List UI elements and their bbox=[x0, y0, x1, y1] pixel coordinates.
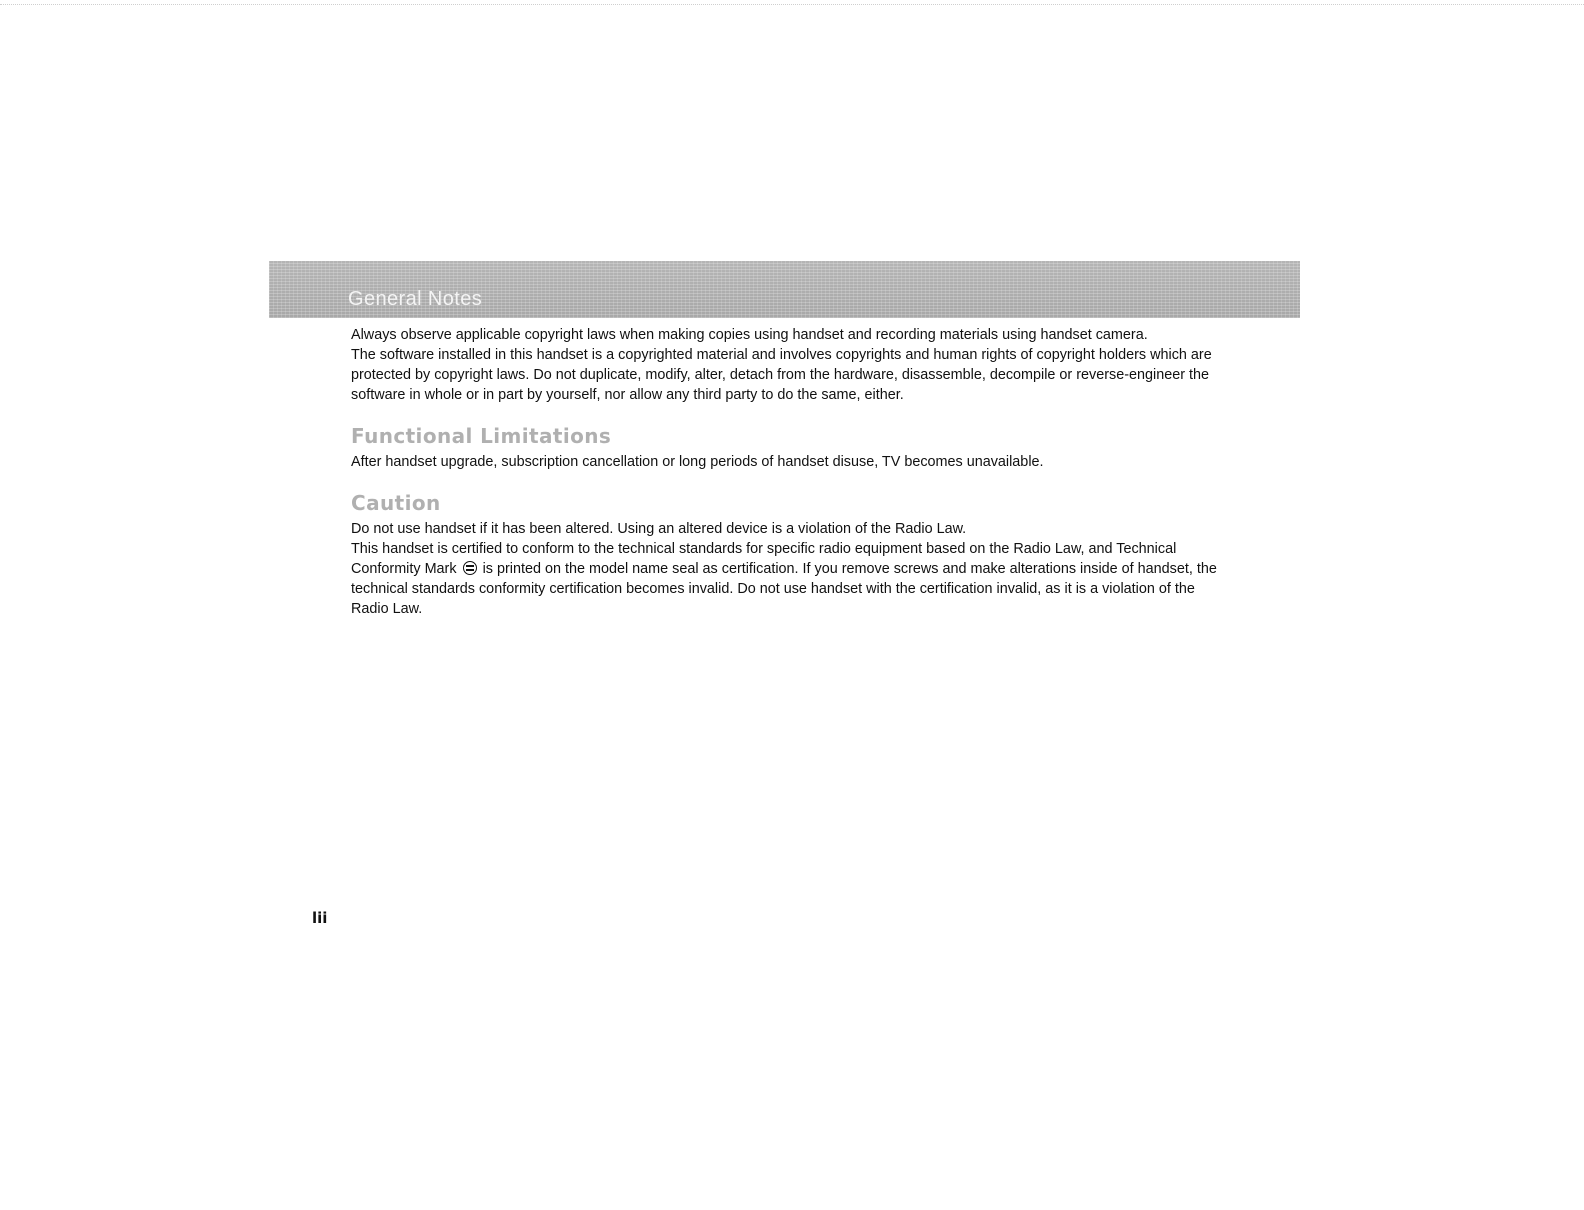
heading-caution: Caution bbox=[351, 491, 441, 515]
general-notes-paragraph-2: The software installed in this handset is a copyrighted material and involves copyrights and human rights of copyright holders which are protected by copyright laws. Do not duplicate, modify, alter, detach from the hardware, disassemble, decompile or reverse-engineer the software in whole or in part by yourself, nor allow any third party to do the same, either. bbox=[351, 347, 1212, 403]
page-number: lii bbox=[312, 909, 328, 927]
caution-paragraph-1: Do not use handset if it has been altered. Using an altered device is a violation of the Radio Law. bbox=[351, 521, 967, 537]
technical-conformity-mark-icon bbox=[463, 561, 477, 575]
caution-paragraph-2 bbox=[351, 539, 1221, 619]
general-notes-paragraph-1: Always observe applicable copyright laws when making copies using handset and recording materials using handset camera. bbox=[351, 327, 1148, 343]
document-body bbox=[351, 325, 1221, 619]
section-title-general-notes: General Notes bbox=[348, 288, 483, 310]
scan-noise-line bbox=[0, 4, 1584, 9]
caution-paragraph-2-after-mark: is printed on the model name seal as certification. If you remove screws and make alterations inside of handset, the technical standards conformity certification becomes invalid. Do not use handset with the certification invalid, as it is a violation of the Radio Law. bbox=[351, 561, 1217, 617]
caution-paragraph-2-before-mark: This handset is certified to conform to the technical standards for specific radio equipment based on the Radio Law, and Technical Conformity Mark bbox=[351, 541, 1177, 577]
functional-limitations-paragraph: After handset upgrade, subscription cancellation or long periods of handset disuse, TV becomes unavailable. bbox=[351, 454, 1044, 470]
heading-functional-limitations: Functional Limitations bbox=[351, 424, 612, 448]
section-header-band bbox=[269, 261, 1300, 318]
